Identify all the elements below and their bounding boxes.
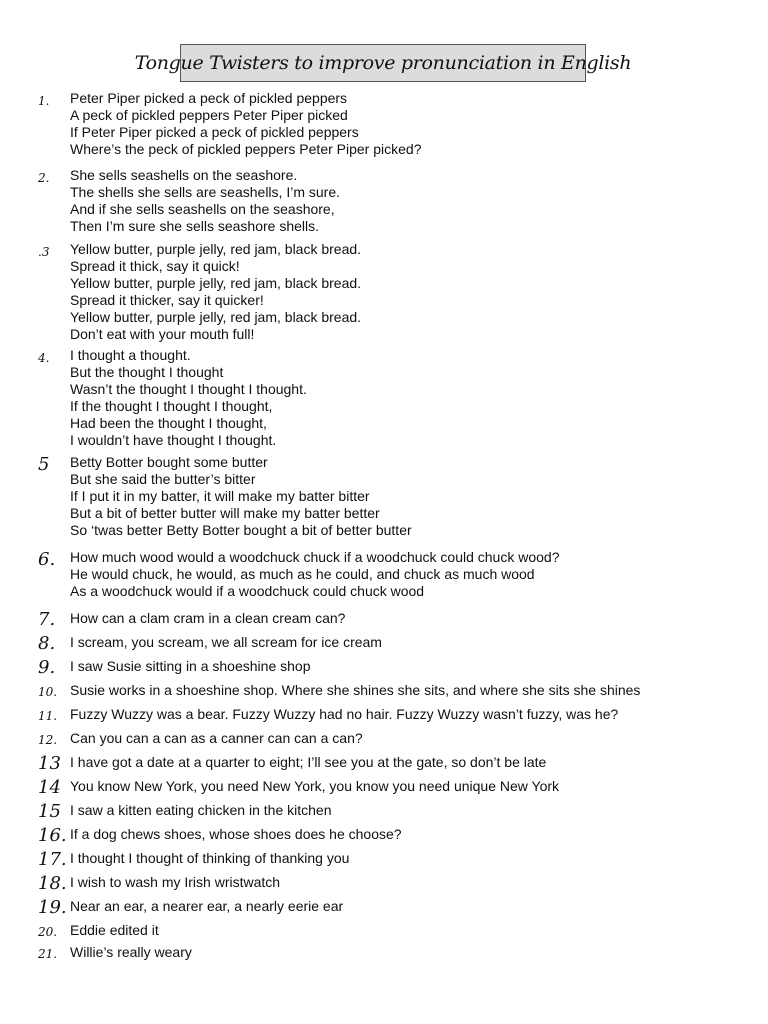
item-number: 10.: [38, 685, 58, 699]
twister-line: He would chuck, he would, as much as he could, and chuck as much wood: [70, 566, 535, 582]
twister-line: Wasn’t the thought I thought I thought.: [70, 381, 307, 397]
item-number: 17.: [38, 849, 67, 870]
page-title: Tongue Twisters to improve pronunciation in English: [180, 44, 586, 82]
twister-line: She sells seashells on the seashore.: [70, 167, 298, 183]
item-number: 11.: [38, 709, 58, 723]
twister-line: How much wood would a woodchuck chuck if a woodchuck could chuck wood?: [70, 549, 560, 565]
twister-line: So ‘twas better Betty Botter bought a bit of better butter: [70, 522, 412, 538]
item-number: 2.: [38, 171, 50, 185]
twister-line: Where’s the peck of pickled peppers Peter Piper picked?: [70, 141, 422, 157]
twister-line: Spread it thicker, say it quicker!: [70, 292, 264, 308]
item-number: 16.: [38, 825, 67, 846]
item-number: 4.: [38, 351, 50, 365]
twister-line: A peck of pickled peppers Peter Piper picked: [70, 107, 348, 123]
twister-line: If the thought I thought I thought,: [70, 398, 273, 414]
twister-line: I thought a thought.: [70, 347, 191, 363]
twister-line: Yellow butter, purple jelly, red jam, black bread.: [70, 309, 362, 325]
twister-line: I saw Susie sitting in a shoeshine shop: [70, 658, 311, 674]
twister-line: Yellow butter, purple jelly, red jam, black bread.: [70, 275, 362, 291]
twister-line: I wish to wash my Irish wristwatch: [70, 874, 281, 890]
twister-line: But she said the butter’s bitter: [70, 471, 256, 487]
item-number: 9.: [38, 657, 56, 678]
item-number: .3: [38, 245, 50, 259]
twister-line: Betty Botter bought some butter: [70, 454, 268, 470]
twister-line: Yellow butter, purple jelly, red jam, black bread.: [70, 241, 362, 257]
twister-line: Don’t eat with your mouth full!: [70, 326, 255, 342]
twister-line: Spread it thick, say it quick!: [70, 258, 240, 274]
twister-line: If I put it in my batter, it will make my batter bitter: [70, 488, 370, 504]
item-number: 6.: [38, 549, 56, 570]
twister-line: Had been the thought I thought,: [70, 415, 267, 431]
item-number: 18.: [38, 873, 67, 894]
item-number: 15: [38, 801, 61, 822]
twister-line: Near an ear, a nearer ear, a nearly eerie ear: [70, 898, 344, 914]
twister-line: If a dog chews shoes, whose shoes does he choose?: [70, 826, 402, 842]
item-number: 7.: [38, 609, 56, 630]
twister-line: If Peter Piper picked a peck of pickled peppers: [70, 124, 359, 140]
twister-line: Can you can a can as a canner can can a can?: [70, 730, 363, 746]
twister-line: But the thought I thought: [70, 364, 224, 380]
item-number: 20.: [38, 925, 58, 939]
twister-line: And if she sells seashells on the seashore,: [70, 201, 335, 217]
twister-line: How can a clam cram in a clean cream can?: [70, 610, 346, 626]
twister-line: Susie works in a shoeshine shop. Where she shines she sits, and where she sits she shines: [70, 682, 641, 698]
twister-line: You know New York, you need New York, you know you need unique New York: [70, 778, 560, 794]
twister-line: Willie’s really weary: [70, 944, 192, 960]
twister-line: I wouldn’t have thought I thought.: [70, 432, 277, 448]
item-number: 19.: [38, 897, 67, 918]
twister-line: I saw a kitten eating chicken in the kitchen: [70, 802, 332, 818]
twister-line: Fuzzy Wuzzy was a bear. Fuzzy Wuzzy had no hair. Fuzzy Wuzzy wasn’t fuzzy, was he?: [70, 706, 619, 722]
item-number: 14: [38, 777, 61, 798]
twister-line: I have got a date at a quarter to eight; I’ll see you at the gate, so don’t be late: [70, 754, 547, 770]
item-number: 13: [38, 753, 61, 774]
twister-line: But a bit of better butter will make my batter better: [70, 505, 380, 521]
item-number: 8.: [38, 633, 56, 654]
twister-line: Eddie edited it: [70, 922, 159, 938]
item-number: 21.: [38, 947, 58, 961]
twister-line: The shells she sells are seashells, I’m sure.: [70, 184, 340, 200]
twister-line: Peter Piper picked a peck of pickled peppers: [70, 90, 348, 106]
item-number: 5: [38, 454, 50, 475]
twister-line: I thought I thought of thinking of thanking you: [70, 850, 350, 866]
twister-line: Then I’m sure she sells seashore shells.: [70, 218, 319, 234]
item-number: 1.: [38, 94, 50, 108]
item-number: 12.: [38, 733, 58, 747]
twister-line: I scream, you scream, we all scream for ice cream: [70, 634, 382, 650]
twister-line: As a woodchuck would if a woodchuck could chuck wood: [70, 583, 425, 599]
